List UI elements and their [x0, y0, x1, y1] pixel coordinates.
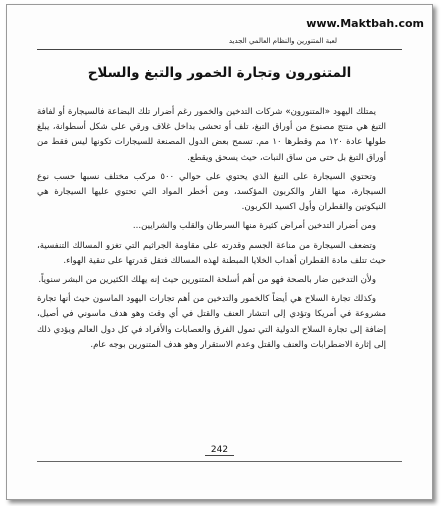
- footer-divider: [37, 461, 402, 462]
- paragraph: وتحتوي السيجارة على التبغ الذي يحتوي على حوالي ٥٠٠ مركب مختلف نسبها حسب نوع السيجارة، منها القار والكربون المؤكسد، ومن أخطر المواد التي تحتوي عليها السيجارة هي النيكوتين والقطران وأول اكسيد الكربون.: [37, 171, 386, 213]
- page-number: 242: [205, 445, 234, 456]
- header-divider: [37, 49, 402, 50]
- chapter-title: المتنورون وتجارة الخمور والتبغ والسلاح: [87, 65, 352, 81]
- paragraph: ومن أضرار التدخين أمراض كثيرة منها السرطان والقلب والشرايين...: [132, 221, 376, 232]
- paragraph: وتضعف السيجارة من مناعة الجسم وقدرته على مقاومة الجراثيم التي تغزو المسالك التنفسية، حيث تتلف مادة القطران أهداب الخلايا المبطنة لهذه المسالك فتقل قدرتها على تنقية الهواء.: [37, 240, 386, 266]
- body-text: [37, 105, 386, 357]
- book-page: [6, 4, 433, 500]
- paragraph: ولأن التدخين ضار بالصحة فهو من أهم أسلحة المتنورين حيث إنه يهلك الكثيرين من البشر سنوياً.: [38, 275, 376, 286]
- running-head: لعبة المتنورين والنظام العالمي الجديد: [228, 37, 337, 45]
- paragraph: يمتلك اليهود «المتنورون» شركات التدخين والخمور رغم أضرار تلك البضاعة فالسيجارة أو لفافة التبغ هي منتج مصنوع من أوراق التبغ، تلف أو تحشى بداخل غلاف ورقي على شكل أسطوانة، يبلغ طولها عادة ١٢٠ مم وقطرها ١٠ مم. تسمح بعض الدول المصنعة للسيجارات تكونها ليس فقط من أوراق التبغ بل حتى من ساق النبات، حيث يسحق ويقطع.: [37, 107, 387, 163]
- page-number-wrap: [7, 445, 432, 455]
- paragraph: وكذلك تجارة السلاح هي أيضاً كالخمور والتدخين من أهم تجارات اليهود الماسون حيث أنها تجارة مشروعة في أمريكا وتؤدي إلى انتشار العنف والقتل في أي وقت وهو هدف ماسوني في أصيل، إضافة إلى تجارة السلاح الدولية التي تمول الفرق والعصابات والأفراد في كل دول العالم ويؤدي ذلك إلى إثارة الاضطرابات والعنف والقتل وعدم الاستقرار وهو هدف المتنورين بوجه عام.: [37, 294, 386, 350]
- site-watermark: www.Maktbah.com: [306, 17, 424, 30]
